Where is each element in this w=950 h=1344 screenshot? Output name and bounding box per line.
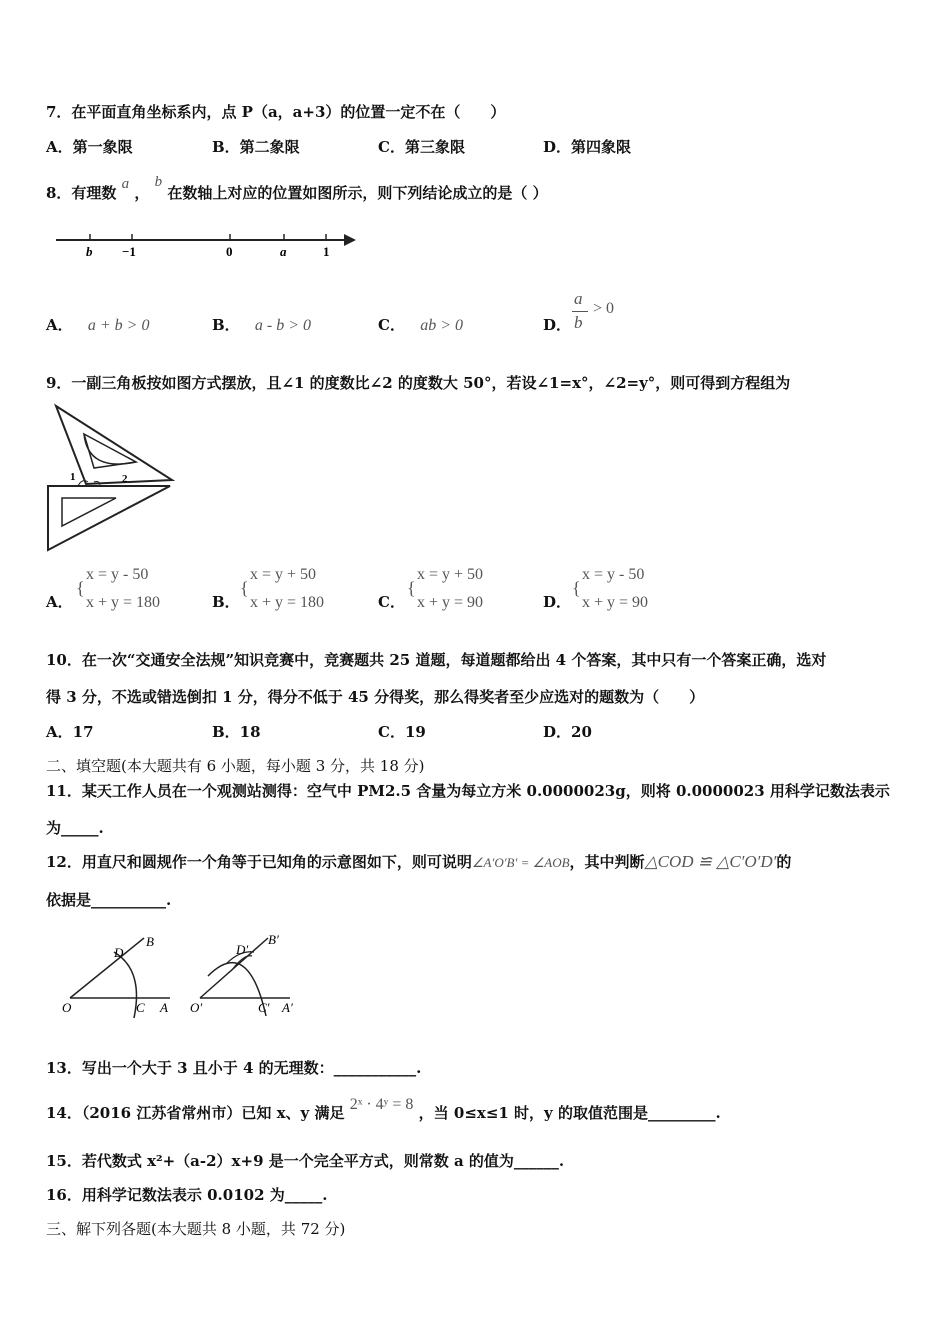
q9-option-d-eq2: x + y = 90 [582, 594, 649, 611]
q14-prefix: 14．（2016 江苏省常州市）已知 x、y 满足 [46, 1104, 345, 1122]
q8-stem [46, 174, 548, 204]
q8-option-a-math: a + b > 0 [87, 317, 150, 334]
set-squares-figure [44, 402, 184, 557]
q8-option-a [46, 315, 149, 336]
q8-option-d-denominator: b [574, 313, 583, 332]
q8-option-d-numerator: a [574, 289, 583, 308]
q8-option-b-math: a - b > 0 [254, 317, 312, 334]
q8-option-b-letter: B． [212, 316, 240, 334]
q9-stem: 9．一副三角板按如图方式摆放，且∠1 的度数比∠2 的度数大 50°，若设∠1=x°，∠2=y°，则可得到方程组为 [46, 374, 791, 392]
q14-math: 2ˣ · 4ʸ = 8 [349, 1096, 414, 1113]
q8-suffix: 在数轴上对应的位置如图所示，则下列结论成立的是（ ） [167, 184, 548, 202]
q8-option-c-letter: C． [378, 316, 405, 334]
q9-option-a-system [86, 561, 160, 617]
q10-option-b: B．18 [212, 723, 261, 741]
q13-stem: 13．写出一个大于 3 且小于 4 的无理数：___________. [46, 1059, 422, 1077]
q12-math-angle: ∠A′O′B′ = ∠AOB [471, 855, 570, 870]
brace-icon: { [407, 578, 416, 598]
q9-option-c-system [417, 561, 483, 617]
q9-option-b-eq1: x = y + 50 [250, 566, 317, 583]
q12-middle: ，其中判断 [569, 853, 645, 871]
right-label-d: D′ [236, 942, 249, 957]
axis-label-neg1: −1 [122, 244, 136, 259]
axis-label-a: a [280, 244, 287, 259]
q9-option-d-eq1: x = y - 50 [582, 566, 645, 583]
right-label-b: B′ [268, 932, 279, 947]
q10-option-a: A．17 [46, 723, 94, 741]
q11-stem-line1: 11．某天工作人员在一个观测站测得：空气中 PM2.5 含量为每立方米 0.0000023g，则将 0.0000023 用科学记数法表示 [46, 782, 890, 800]
q12-stem-line1 [46, 852, 791, 873]
q15-stem: 15．若代数式 x²+（a-2）x+9 是一个完全平方式，则常数 a 的值为______. [46, 1152, 565, 1170]
q10-stem-line2: 得 3 分，不选或错选倒扣 1 分，得分不低于 45 分得奖，那么得奖者至少应选对的题数为（ ） [46, 688, 705, 706]
brace-icon: { [76, 578, 85, 598]
q14-suffix: ，当 0≤x≤1 时，y 的取值范围是_________. [418, 1104, 721, 1122]
section-3-heading: 三、解下列各题(本大题共 8 小题，共 72 分) [46, 1220, 346, 1238]
q9-option-c-eq2: x + y = 90 [417, 594, 484, 611]
q8-option-a-letter: A． [46, 316, 73, 334]
right-label-a: A′ [282, 1000, 293, 1015]
q7-option-c: C．第三象限 [378, 138, 465, 156]
left-label-a: A [160, 1000, 168, 1015]
q8-option-d-rest: > 0 [593, 300, 615, 317]
q10-stem-line1: 10．在一次“交通安全法规”知识竞赛中，竞赛题共 25 道题，每道题都给出 4 个答案，其中只有一个答案正确，选对 [46, 651, 827, 669]
q9-option-d-system [582, 561, 648, 617]
q7-stem: 7．在平面直角坐标系内，点 P（a，a+3）的位置一定不在（ ） [46, 103, 506, 121]
axis-label-b: b [86, 244, 93, 259]
q14-stem [46, 1096, 721, 1124]
q8-option-c [378, 315, 463, 336]
q9-option-a-letter: A． [46, 593, 73, 611]
q8-option-c-math: ab > 0 [420, 317, 463, 334]
q8-var-b: b [154, 174, 163, 190]
fraction-bar [572, 311, 588, 312]
section-2-heading: 二、填空题(本大题共有 6 小题，每小题 3 分，共 18 分) [46, 757, 425, 775]
angle-label-2: 2 [122, 473, 128, 485]
q9-option-c-letter: C． [378, 593, 405, 611]
q9-option-c-eq1: x = y + 50 [417, 566, 484, 583]
q8-var-a: a [121, 176, 130, 192]
right-label-o: O′ [190, 1000, 203, 1015]
q12-math-congruence: △COD ≌ △C′O′D′ [644, 852, 777, 871]
q12-suffix: 的 [776, 853, 792, 871]
q8-option-d: D． [543, 316, 572, 334]
q7-option-b: B．第二象限 [212, 138, 300, 156]
left-label-b: B [146, 934, 154, 949]
q9-option-a-eq1: x = y - 50 [86, 566, 149, 583]
q7-option-a: A．第一象限 [46, 138, 133, 156]
brace-icon: { [240, 578, 249, 598]
left-label-o: O [62, 1000, 72, 1015]
q9-option-a-eq2: x + y = 180 [86, 594, 161, 611]
q8-option-b [212, 315, 311, 336]
q9-option-b-eq2: x + y = 180 [250, 594, 325, 611]
left-label-d: D [114, 945, 124, 960]
number-line-figure [52, 228, 372, 268]
q10-option-d: D．20 [543, 723, 592, 741]
q16-stem: 16．用科学记数法表示 0.0102 为_____. [46, 1186, 328, 1204]
q9-option-b-system [250, 561, 324, 617]
angle-label-1: 1 [70, 471, 76, 483]
q9-option-b-letter: B． [212, 593, 240, 611]
q8-sep: ， [134, 184, 150, 202]
brace-icon: { [572, 578, 581, 598]
q11-stem-line2: 为_____. [46, 819, 104, 837]
q7-option-d: D．第四象限 [543, 138, 632, 156]
q10-option-c: C．19 [378, 723, 426, 741]
q12-prefix: 12．用直尺和圆规作一个角等于已知角的示意图如下，则可说明 [46, 853, 472, 871]
axis-label-1: 1 [323, 244, 330, 259]
q12-stem-line2: 依据是__________. [46, 891, 172, 909]
right-label-c: C′ [258, 1000, 270, 1015]
axis-label-0: 0 [226, 244, 233, 259]
compass-construction-figure [58, 930, 318, 1025]
left-label-c: C [136, 1000, 145, 1015]
q9-option-d-letter: D． [543, 593, 572, 611]
q8-prefix: 8．有理数 [46, 184, 117, 202]
